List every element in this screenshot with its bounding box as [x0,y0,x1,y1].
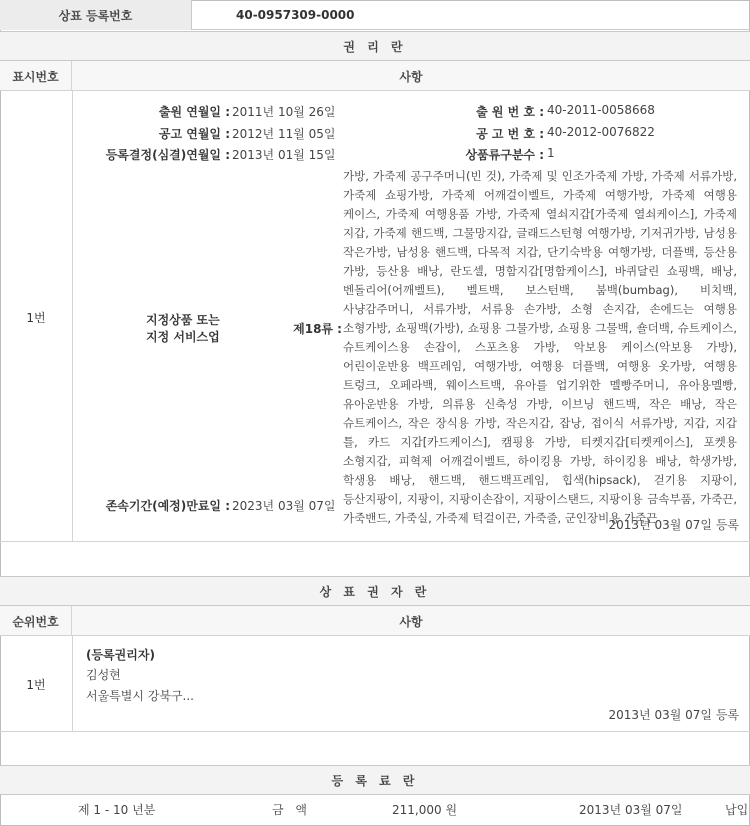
registration-number: 40-0957309-0000 [236,8,355,22]
expiry-label: 존속기간(예정)만료일 : [105,499,230,513]
goods-class-label: 제18류 : [293,322,342,336]
designated-goods-label-line2: 지정 서비스업 [146,330,220,344]
fee-date: 2013년 03월 07일 [579,803,683,817]
designated-goods-label-line1: 지정상품 또는 [146,313,220,327]
decision-date-label: 등록결정(심결)연월일 : [105,148,230,162]
app-date-label: 출원 연월일 : [158,105,230,119]
class-count-value: 1 [547,146,555,160]
app-date-value: 2011년 10월 26일 [232,105,336,119]
owner-row-index: 1번 [26,677,46,692]
rights-bottom-border [0,541,750,542]
registration-row [0,0,750,30]
pub-number-label: 공 고 번 호 : [476,127,544,141]
rights-section-title: 권 리 란 [0,31,750,61]
pub-date-label: 공고 연월일 : [158,127,230,141]
expiry-date: 2023년 03월 07일 [232,499,336,513]
pub-number-value: 40-2012-0076822 [547,125,655,139]
fee-amount: 211,000 원 [392,803,458,817]
registration-label: 상표 등록번호 [0,0,192,30]
rights-registered-note: 2013년 03월 07일 등록 [608,518,739,532]
class-count-label: 상품류구분수 : [465,148,544,162]
fee-period: 제 1 - 10 년분 [78,803,156,817]
rights-col-matter: 사항 [399,69,423,84]
owner-bottom-border [0,731,750,732]
fee-amount-label: 금 액 [272,803,307,817]
fee-section-title: 등 록 료 란 [0,765,750,795]
app-number-label: 출 원 번 호 : [476,105,544,119]
app-number-value: 40-2011-0058668 [547,103,655,117]
owner-col-index: 순위번호 [0,606,72,636]
rights-table-header [0,61,750,91]
designated-goods-text: 가방, 가죽제 공구주머니(빈 것), 가죽제 및 인조가죽제 가방, 가죽제 서류가방, 가죽제 쇼핑가방, 가죽제 어깨걸이벨트, 가죽제 여행가방, 가죽제 여행용 케이스, 가죽제 여행용품 가방, 가죽제 열쇠지갑[가죽제 열쇠케이스], 가죽제 지갑, 가죽제 핸드백, 그물망지갑, 글래드스턴형 여행가방, 기저귀가방, 남성용 작은가방, 남성용 핸드백, 다목적 지갑, 단기숙박용 여행가방, 더플백, 등산용 가방, 등산용 배낭, 란도셀, 명함지갑[명함케이스], 바퀴달린 쇼핑백, 배낭, 벤돌리어(어깨벨트), 벨트백, 보스턴백, 붐백(bumbag), 비치백, 사냥감주머니, 서류가방, 서류용 손가방, 소형 손지갑, 손에드는 여행용 소형가방, 쇼핑백(가방), 쇼핑용 그물가방, 쇼핑용 그물백, 숄더백, 슈트케이스, 슈트케이스용 손잡이, 스포츠용 가방, 악보용 케이스(악보용 가방), 어린이운반용 백프레임, 여행가방, 여행용 더플백, 여행용 옷가방, 여행용 트렁크, 오페라백, 웨이스트백, 유아를 업기위한 멜빵주머니, 유아용멜빵, 유아운반용 가방, 의류용 신축성 가방, 이브닝 핸드백, 작은 배낭, 작은 슈트케이스, 작은 장식용 가방, 작은지갑, 잡낭, 접이식 서류가방, 지갑, 지갑 틀, 카드 지갑[카드케이스], 캠핑용 가방, 티켓지갑[티켓케이스], 포켓용 소형지갑, 피혁제 어깨걸이벨트, 하이킹용 가방, 하이킹용 배낭, 학생가방, 학생용 배낭, 핸드백, 핸드백프레임, 힙색(hipsack), 걷기용 지팡이, 등산지팡이, 지팡이, 지팡이손잡이, 지팡이스탠드, 지팡이용 금속부품, 가죽끈, 가죽밴드, 가죽실, 가죽제 턱걸이끈, 가죽줄, 군인장비용 가죽끈 [343,169,737,525]
rights-row-index: 1번 [26,310,46,325]
owner-section-title: 상 표 권 자 란 [0,576,750,606]
owner-registered-note: 2013년 03월 07일 등록 [608,708,739,722]
owner-name: 김성현 [86,668,121,682]
owner-address: 서울특별시 강북구... [86,689,194,703]
decision-date-value: 2013년 01월 15일 [232,148,336,162]
pub-date-value: 2012년 11월 05일 [232,127,336,141]
owner-table-header [0,606,750,636]
designated-goods-label [146,312,236,346]
fee-status: 납입 [725,803,749,817]
owner-divider [72,636,73,732]
owner-col-matter: 사항 [399,614,423,629]
owner-role: (등록권리자) [86,648,155,662]
rights-col-index: 표시번호 [0,61,72,91]
